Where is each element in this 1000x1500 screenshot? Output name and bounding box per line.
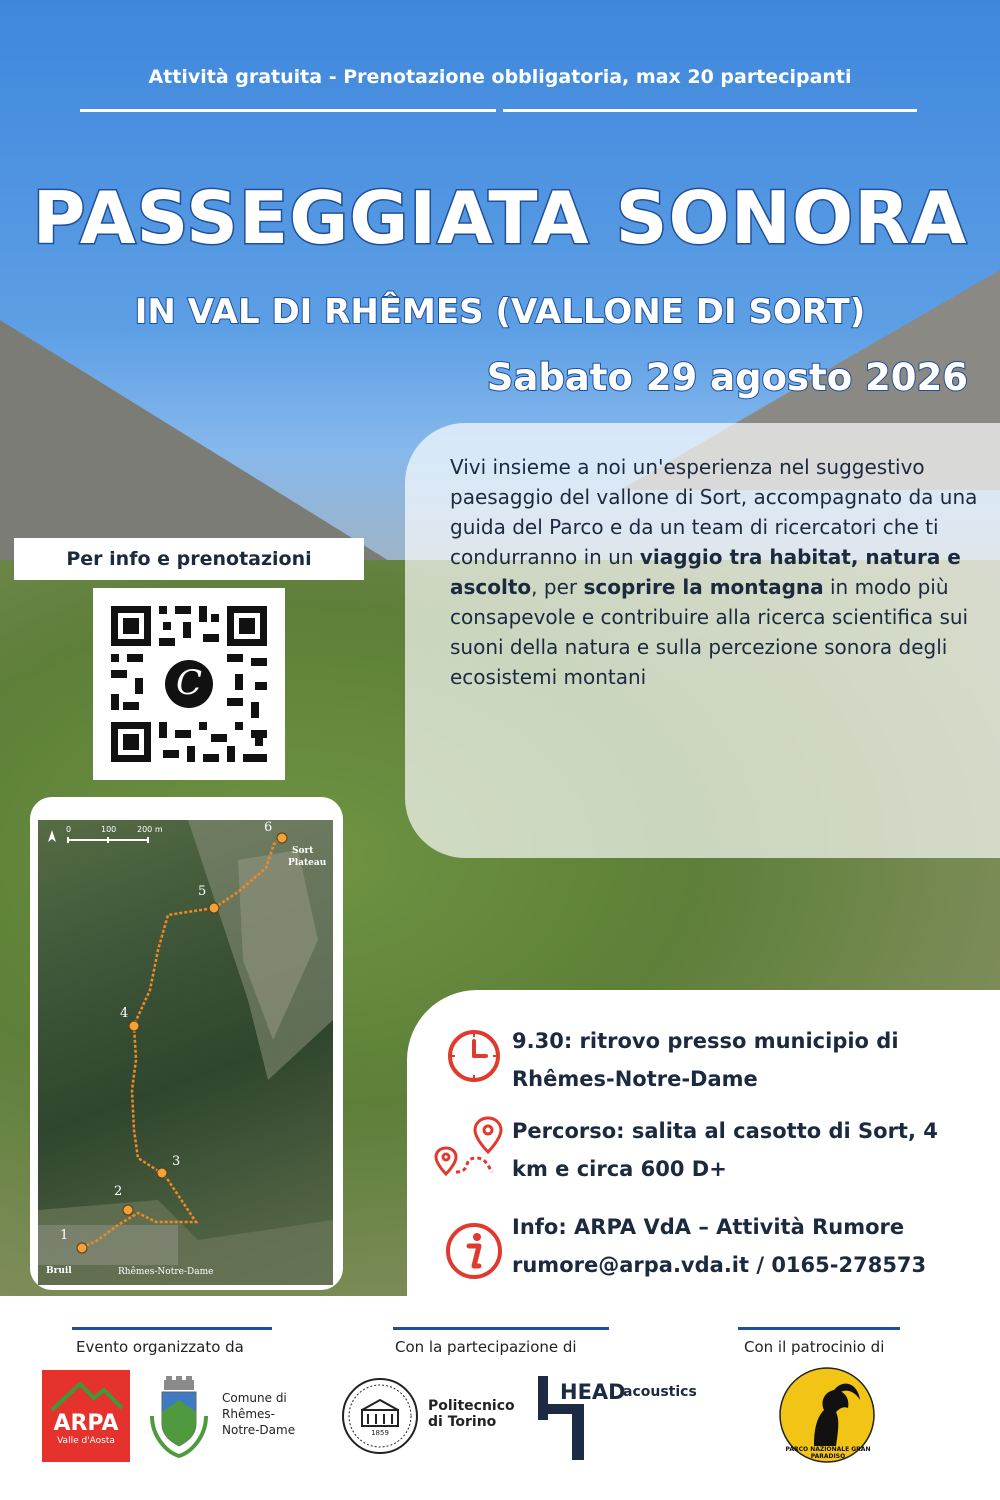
- arpa-logo-sub: Valle d'Aosta: [57, 1436, 115, 1446]
- polito-year: 1859: [371, 1429, 389, 1437]
- stop-label-1: 1: [60, 1228, 69, 1243]
- mountain-icon: [42, 1374, 130, 1414]
- route-info: [512, 1112, 982, 1188]
- booking-qr-code[interactable]: [93, 588, 285, 780]
- participants-label: Con la partecipazione di: [395, 1338, 577, 1356]
- map-label-sort: Sort: [292, 846, 314, 856]
- footer-rule-3: [738, 1327, 900, 1330]
- comune-line-1: Comune di: [222, 1391, 287, 1405]
- stop-label-6: 6: [264, 820, 273, 835]
- park-name: PARCO NAZIONALE GRAN PARADISO: [785, 1446, 871, 1460]
- organizers-label: Evento organizzato da: [76, 1338, 244, 1356]
- arpa-logo-main: ARPA: [53, 1411, 119, 1436]
- event-date: Sabato 29 agosto 2026: [486, 356, 968, 399]
- tagline-rule-left: [80, 109, 496, 112]
- route-info-line-1: Percorso: salita al casotto di Sort, 4: [512, 1119, 938, 1143]
- map-label-bruil: Bruil: [46, 1266, 72, 1276]
- contact-info-line-2[interactable]: rumore@arpa.vda.it / 0165-278573: [512, 1253, 927, 1277]
- booking-label: Per info e prenotazioni: [14, 538, 364, 580]
- comune-line-3: Notre-Dame: [222, 1423, 296, 1437]
- route-map[interactable]: [38, 820, 333, 1285]
- footer-rule-1: [72, 1327, 272, 1330]
- qr-center-letter: C: [175, 663, 202, 703]
- meeting-time-line-2: Rhêmes-Notre-Dame: [512, 1067, 758, 1091]
- description-bold-2: scoprire la montagna: [583, 575, 824, 599]
- route-stop-marker: [129, 1021, 139, 1031]
- meeting-time-line-1: 9.30: ritrovo presso municipio di: [512, 1029, 899, 1053]
- map-label-plateau: Plateau: [288, 858, 327, 868]
- route-stop-marker: [123, 1205, 133, 1215]
- comune-logo-text: [222, 1390, 295, 1438]
- route-info-line-2: km e circa 600 D+: [512, 1157, 727, 1181]
- polito-logo-text: [428, 1398, 515, 1430]
- stop-label-4: 4: [120, 1006, 129, 1021]
- tagline: Attività gratuita - Prenotazione obbligatoria, max 20 partecipanti: [148, 66, 852, 88]
- scale-label-0: 0: [66, 825, 72, 834]
- patronage-label: Con il patrocinio di: [744, 1338, 885, 1356]
- route-pin-icon: [432, 1112, 508, 1188]
- contact-info: [512, 1208, 982, 1284]
- polito-line-2: di Torino: [428, 1414, 497, 1430]
- description-text: [450, 452, 980, 692]
- event-subtitle: IN VAL DI RHÊMES (VALLONE DI SORT): [134, 292, 866, 332]
- description-bold-1: viaggio tra habitat, natura e ascolto: [450, 545, 961, 599]
- tagline-rule-right: [503, 109, 917, 112]
- polito-seal-icon: [340, 1376, 420, 1456]
- description-part-1: Vivi insieme a noi un'esperienza nel suggestivo paesaggio del vallone di Sort, accompagnato da una guida del Parco e da un team di ricercatori che ti condurranno in un: [450, 455, 978, 569]
- scale-label-100: 100: [101, 825, 117, 834]
- head-logo-main: HEAD: [560, 1380, 626, 1404]
- stop-label-3: 3: [172, 1154, 181, 1169]
- description-part-2: , per: [531, 575, 584, 599]
- contact-info-line-1: Info: ARPA VdA – Attività Rumore: [512, 1215, 905, 1239]
- stop-label-2: 2: [114, 1184, 123, 1199]
- event-title: PASSEGGIATA SONORA: [32, 176, 968, 260]
- route-stop-marker: [277, 833, 287, 843]
- meeting-time: [512, 1022, 982, 1098]
- route-stop-marker: [209, 903, 219, 913]
- info-icon: [443, 1220, 505, 1282]
- head-logo-sub: acoustics: [623, 1384, 697, 1400]
- polito-line-1: Politecnico: [428, 1398, 515, 1414]
- north-arrow-icon: [48, 830, 56, 842]
- stop-label-5: 5: [198, 884, 207, 899]
- comune-coat-of-arms-icon: [146, 1376, 212, 1460]
- description-part-3: in modo più consapevole e contribuire alla ricerca scientifica sui suoni della natura e sulla percezione sonora degli ecosistemi montani: [450, 575, 969, 689]
- scale-label-200: 200 m: [137, 825, 163, 834]
- route-stop-marker: [77, 1243, 87, 1253]
- map-label-rhemes: Rhêmes-Notre-Dame: [118, 1267, 214, 1277]
- comune-line-2: Rhêmes-: [222, 1407, 275, 1421]
- route-map-canvas: [38, 820, 333, 1285]
- arpa-logo: [42, 1370, 130, 1462]
- footer-rule-2: [393, 1327, 609, 1330]
- route-stop-marker: [157, 1168, 167, 1178]
- clock-icon: [444, 1026, 504, 1086]
